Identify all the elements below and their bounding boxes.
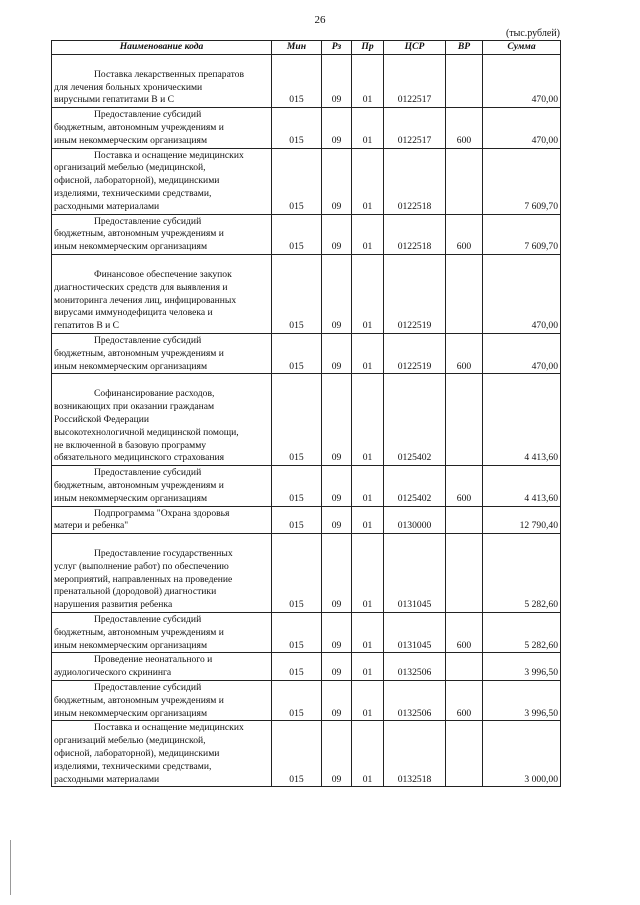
- cell-vr: 600: [446, 108, 483, 148]
- table-row: [52, 108, 561, 148]
- cell-rz: 09: [322, 466, 352, 506]
- cell-csr: 0122518: [384, 214, 446, 254]
- cell-rz: 09: [322, 374, 352, 466]
- header-rz: Рз: [322, 41, 352, 55]
- scan-edge-line: [10, 840, 11, 895]
- cell-name: [52, 681, 272, 721]
- table-body: [52, 54, 561, 787]
- header-pr: Пр: [352, 41, 384, 55]
- table-row: [52, 254, 561, 333]
- cell-csr: 0130000: [384, 506, 446, 534]
- cell-vr: 600: [446, 613, 483, 653]
- cell-name: [52, 534, 272, 613]
- cell-name-line: Софинансирование расходов,: [94, 388, 215, 400]
- cell-rz: 09: [322, 214, 352, 254]
- cell-name-line: Предоставление субсидий: [94, 682, 202, 694]
- cell-csr: 0125402: [384, 374, 446, 466]
- cell-rz: 09: [322, 333, 352, 373]
- cell-name-line: вирусами иммунодефицита человека и: [54, 307, 213, 319]
- cell-min: 015: [272, 466, 322, 506]
- cell-name: [52, 254, 272, 333]
- budget-table: [51, 40, 561, 787]
- table-row: [52, 466, 561, 506]
- cell-vr: [446, 534, 483, 613]
- cell-name-line: иным некоммерческим организациям: [54, 492, 208, 504]
- cell-rz: 09: [322, 148, 352, 214]
- cell-sum: 4 413,60: [483, 374, 561, 466]
- cell-name-line: мониторинга лечения лиц, инфицированных: [54, 294, 237, 306]
- cell-csr: 0132518: [384, 721, 446, 787]
- cell-min: 015: [272, 254, 322, 333]
- cell-name-line: иным некоммерческим организациям: [54, 241, 208, 253]
- cell-name: [52, 54, 272, 107]
- cell-name: [52, 333, 272, 373]
- cell-name-line: диагностических средств для выявления и: [54, 281, 228, 293]
- cell-sum: 5 282,60: [483, 534, 561, 613]
- cell-rz: 09: [322, 534, 352, 613]
- cell-name-line: Подпрограмма "Охрана здоровья: [94, 507, 230, 519]
- cell-sum: 4 413,60: [483, 466, 561, 506]
- table-row: [52, 534, 561, 613]
- cell-rz: 09: [322, 653, 352, 681]
- cell-vr: [446, 374, 483, 466]
- cell-rz: 09: [322, 681, 352, 721]
- cell-pr: 01: [352, 214, 384, 254]
- cell-pr: 01: [352, 534, 384, 613]
- table-row: [52, 333, 561, 373]
- cell-csr: 0125402: [384, 466, 446, 506]
- table-row: [52, 721, 561, 787]
- cell-name: [52, 721, 272, 787]
- cell-pr: 01: [352, 333, 384, 373]
- cell-name-line: бюджетным, автономным учреждениям и: [54, 347, 224, 359]
- cell-vr: 600: [446, 466, 483, 506]
- cell-name-line: организаций мебелью (медицинской,: [54, 735, 206, 747]
- cell-name: [52, 214, 272, 254]
- cell-name: [52, 653, 272, 681]
- cell-name-line: пренатальной (дородовой) диагностики: [54, 586, 217, 598]
- cell-csr: 0132506: [384, 653, 446, 681]
- cell-pr: 01: [352, 506, 384, 534]
- cell-csr: 0131045: [384, 534, 446, 613]
- cell-name-line: бюджетным, автономным учреждениям и: [54, 626, 224, 638]
- cell-vr: [446, 148, 483, 214]
- cell-name-line: организаций мебелью (медицинской,: [54, 162, 206, 174]
- cell-rz: 09: [322, 721, 352, 787]
- cell-name-line: высокотехнологичной медицинской помощи,: [54, 426, 239, 438]
- cell-vr: [446, 254, 483, 333]
- cell-name: [52, 374, 272, 466]
- cell-min: 015: [272, 681, 322, 721]
- cell-csr: 0122519: [384, 333, 446, 373]
- table-row: [52, 148, 561, 214]
- cell-name: [52, 506, 272, 534]
- cell-vr: [446, 653, 483, 681]
- cell-pr: 01: [352, 466, 384, 506]
- cell-name-line: бюджетным, автономным учреждениям и: [54, 228, 224, 240]
- page-number: 26: [314, 14, 326, 26]
- cell-name-line: расходными материалами: [54, 200, 160, 212]
- cell-name-line: матери и ребенка": [54, 520, 129, 532]
- cell-name-line: Предоставление государственных: [94, 548, 233, 560]
- cell-name-line: Поставка лекарственных препаратов: [94, 68, 244, 80]
- cell-min: 015: [272, 54, 322, 107]
- cell-name-line: бюджетным, автономным учреждениям и: [54, 479, 224, 491]
- cell-name-line: иным некоммерческим организациям: [54, 360, 208, 372]
- cell-vr: 600: [446, 333, 483, 373]
- cell-name-line: аудиологического скрининга: [54, 667, 172, 679]
- cell-name-line: возникающих при оказании гражданам: [54, 401, 215, 413]
- cell-name-line: мероприятий, направленных на проведение: [54, 573, 233, 585]
- header-csr: ЦСР: [384, 41, 446, 55]
- cell-sum: 470,00: [483, 254, 561, 333]
- cell-sum: 470,00: [483, 54, 561, 107]
- cell-name-line: расходными материалами: [54, 773, 160, 785]
- cell-pr: 01: [352, 681, 384, 721]
- cell-sum: 7 609,70: [483, 148, 561, 214]
- cell-name-line: изделиями, техническими средствами,: [54, 760, 212, 772]
- cell-pr: 01: [352, 374, 384, 466]
- cell-name-line: нарушения развития ребенка: [54, 599, 173, 611]
- cell-name-line: обязательного медицинского страхования: [54, 452, 225, 464]
- cell-csr: 0131045: [384, 613, 446, 653]
- header-name: Наименование кода: [52, 41, 272, 55]
- table-row: [52, 613, 561, 653]
- cell-min: 015: [272, 506, 322, 534]
- cell-csr: 0132506: [384, 681, 446, 721]
- units-label: (тыс.рублей): [505, 28, 560, 39]
- cell-sum: 3 996,50: [483, 681, 561, 721]
- cell-pr: 01: [352, 108, 384, 148]
- header-vr: ВР: [446, 41, 483, 55]
- cell-name: [52, 108, 272, 148]
- table-row: [52, 54, 561, 107]
- cell-vr: [446, 721, 483, 787]
- cell-name-line: Поставка и оснащение медицинских: [94, 149, 244, 161]
- cell-name: [52, 466, 272, 506]
- cell-min: 015: [272, 653, 322, 681]
- cell-csr: 0122518: [384, 148, 446, 214]
- table-row: [52, 374, 561, 466]
- table-row: [52, 681, 561, 721]
- cell-name-line: для лечения больных хроническими: [54, 81, 203, 93]
- cell-name-line: изделиями, техническими средствами,: [54, 187, 212, 199]
- cell-pr: 01: [352, 54, 384, 107]
- cell-name: [52, 148, 272, 214]
- cell-name-line: услуг (выполнение работ) по обеспечению: [54, 560, 229, 572]
- cell-name: [52, 613, 272, 653]
- cell-name-line: Предоставление субсидий: [94, 467, 202, 479]
- cell-name-line: офисной, лабораторной), медицинскими: [54, 748, 220, 760]
- cell-sum: 7 609,70: [483, 214, 561, 254]
- cell-name-line: бюджетным, автономным учреждениям и: [54, 121, 224, 133]
- cell-rz: 09: [322, 54, 352, 107]
- cell-name-line: иным некоммерческим организациям: [54, 639, 208, 651]
- cell-min: 015: [272, 214, 322, 254]
- cell-name-line: иным некоммерческим организациям: [54, 707, 208, 719]
- cell-rz: 09: [322, 613, 352, 653]
- cell-name-line: Поставка и оснащение медицинских: [94, 722, 244, 734]
- table-row: [52, 506, 561, 534]
- cell-vr: [446, 506, 483, 534]
- cell-sum: 12 790,40: [483, 506, 561, 534]
- cell-csr: 0122517: [384, 108, 446, 148]
- header-sum: Сумма: [483, 41, 561, 55]
- cell-rz: 09: [322, 506, 352, 534]
- cell-min: 015: [272, 108, 322, 148]
- cell-min: 015: [272, 333, 322, 373]
- cell-sum: 5 282,60: [483, 613, 561, 653]
- cell-name-line: офисной, лабораторной), медицинскими: [54, 175, 220, 187]
- cell-name-line: Финансовое обеспечение закупок: [94, 268, 232, 280]
- cell-name-line: не включенной в базовую программу: [54, 439, 207, 451]
- cell-pr: 01: [352, 721, 384, 787]
- cell-min: 015: [272, 721, 322, 787]
- cell-name-line: Предоставление субсидий: [94, 614, 202, 626]
- header-min: Мин: [272, 41, 322, 55]
- table-row: [52, 653, 561, 681]
- cell-min: 015: [272, 613, 322, 653]
- cell-vr: [446, 54, 483, 107]
- cell-rz: 09: [322, 254, 352, 333]
- cell-name-line: гепатитов В и С: [54, 320, 120, 332]
- cell-name-line: Предоставление субсидий: [94, 215, 202, 227]
- cell-sum: 470,00: [483, 333, 561, 373]
- cell-name-line: Проведение неонатального и: [94, 654, 213, 666]
- cell-name-line: бюджетным, автономным учреждениям и: [54, 694, 224, 706]
- cell-min: 015: [272, 374, 322, 466]
- cell-name-line: Предоставление субсидий: [94, 334, 202, 346]
- cell-csr: 0122517: [384, 54, 446, 107]
- cell-min: 015: [272, 148, 322, 214]
- cell-sum: 470,00: [483, 108, 561, 148]
- cell-name-line: вирусными гепатитами В и С: [54, 94, 175, 106]
- cell-pr: 01: [352, 254, 384, 333]
- cell-vr: 600: [446, 681, 483, 721]
- table-row: [52, 214, 561, 254]
- cell-sum: 3 000,00: [483, 721, 561, 787]
- cell-vr: 600: [446, 214, 483, 254]
- cell-name-line: иным некоммерческим организациям: [54, 134, 208, 146]
- table-header-row: [52, 41, 561, 55]
- cell-csr: 0122519: [384, 254, 446, 333]
- cell-pr: 01: [352, 613, 384, 653]
- cell-min: 015: [272, 534, 322, 613]
- cell-name-line: Предоставление субсидий: [94, 109, 202, 121]
- cell-sum: 3 996,50: [483, 653, 561, 681]
- cell-name-line: Российской Федерации: [54, 413, 149, 425]
- cell-pr: 01: [352, 653, 384, 681]
- cell-pr: 01: [352, 148, 384, 214]
- cell-rz: 09: [322, 108, 352, 148]
